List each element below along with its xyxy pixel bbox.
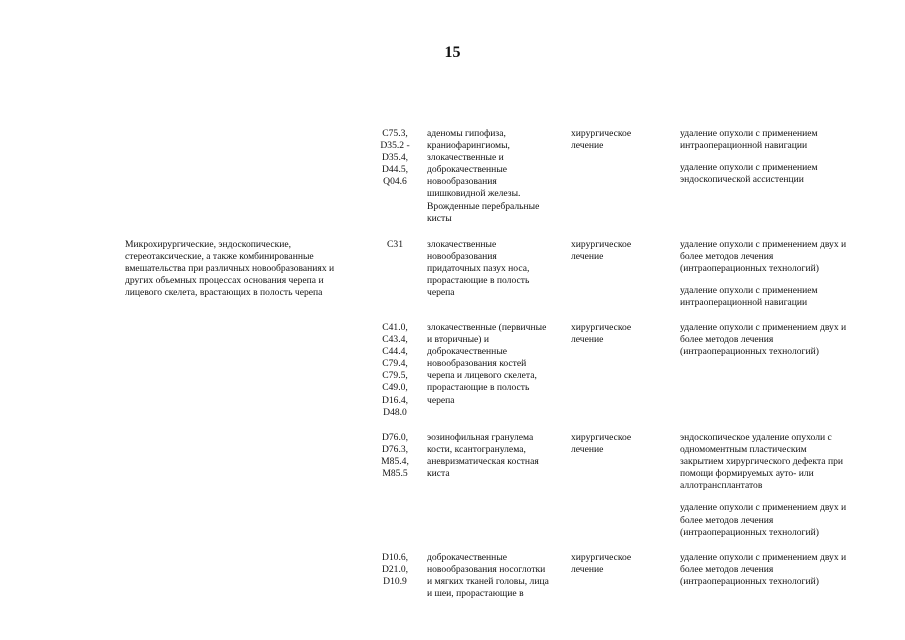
text-line: D35.4, bbox=[381, 152, 409, 164]
method-item bbox=[680, 239, 846, 275]
text-line: доброкачественные bbox=[427, 346, 508, 358]
text-line: злокачественные bbox=[427, 239, 497, 250]
text-line: и мягких тканей головы, лица bbox=[427, 576, 549, 588]
text-line: лечение bbox=[571, 251, 604, 263]
treatment-methods bbox=[680, 552, 846, 588]
text-line: Q04.6 bbox=[383, 176, 407, 188]
text-line: D10.6, bbox=[381, 552, 409, 563]
icd-codes bbox=[378, 552, 412, 588]
text-line: и шеи, прорастающие в bbox=[427, 588, 524, 600]
text-line: более методов лечения bbox=[680, 251, 774, 263]
text-line: M85.4, bbox=[381, 456, 409, 468]
text-line: удаление опухоли с применением bbox=[680, 128, 818, 139]
text-line: аневризматическая костная bbox=[427, 456, 539, 468]
method-item bbox=[680, 432, 846, 492]
text-line: стереотаксические, а также комбинированные bbox=[125, 251, 314, 263]
text-line: новообразования bbox=[427, 176, 497, 188]
text-line: лечение bbox=[571, 564, 604, 576]
text-line: удаление опухоли с применением двух и bbox=[680, 552, 847, 563]
text-line: новообразования костей bbox=[427, 358, 527, 370]
treatment-methods bbox=[680, 322, 846, 358]
treatment-methods bbox=[680, 128, 818, 186]
text-line: интраоперационной навигации bbox=[680, 140, 808, 152]
text-line: Микрохирургические, эндоскопические, bbox=[125, 239, 292, 250]
text-line: D76.3, bbox=[381, 444, 409, 456]
icd-codes bbox=[378, 239, 412, 251]
text-line: удаление опухоли с применением двух и bbox=[680, 502, 847, 514]
text-line: удаление опухоли с применением bbox=[680, 162, 818, 174]
text-line: D48.0 bbox=[383, 406, 407, 418]
text-line: D44.5, bbox=[381, 164, 409, 176]
text-line: (интраоперационных технологий) bbox=[680, 526, 819, 538]
method-item bbox=[680, 502, 846, 538]
text-line: хирургическое bbox=[571, 128, 632, 139]
icd-codes bbox=[378, 432, 412, 480]
text-line: хирургическое bbox=[571, 432, 632, 443]
page-number: 15 bbox=[444, 44, 461, 61]
text-line: эндоскопической ассистенции bbox=[680, 174, 804, 186]
text-line: (интраоперационных технологий) bbox=[680, 576, 819, 588]
text-line: и вторичные) и bbox=[427, 334, 490, 346]
method-item bbox=[680, 128, 818, 152]
text-line: (интраоперационных технологий) bbox=[680, 346, 819, 358]
text-line: эозинофильная гранулема bbox=[427, 432, 534, 443]
text-line: доброкачественные bbox=[427, 552, 508, 563]
text-line: Врожденные перебральные bbox=[427, 200, 540, 212]
text-line: краниофарингиомы, bbox=[427, 140, 510, 152]
method-item bbox=[680, 285, 846, 309]
treatment-methods bbox=[680, 432, 846, 539]
text-line: аденомы гипофиза, bbox=[427, 128, 506, 139]
text-line: D16.4, bbox=[381, 394, 409, 406]
intervention-description bbox=[125, 239, 334, 299]
disease-model bbox=[427, 239, 529, 299]
text-line: лечение bbox=[571, 334, 604, 346]
text-line: D76.0, bbox=[381, 432, 409, 443]
text-line: более методов лечения bbox=[680, 564, 774, 576]
text-line: хирургическое bbox=[571, 322, 632, 333]
icd-codes bbox=[378, 322, 412, 419]
text-line: шишковидной железы. bbox=[427, 188, 521, 200]
text-line: черепа bbox=[427, 394, 455, 406]
text-line: закрытием хирургического дефекта при bbox=[680, 456, 844, 468]
text-line: хирургическое bbox=[571, 239, 632, 250]
text-line: доброкачественные bbox=[427, 164, 508, 176]
disease-model bbox=[427, 128, 539, 225]
text-line: злокачественные (первичные bbox=[427, 322, 547, 333]
text-line: придаточных пазух носа, bbox=[427, 263, 530, 275]
treatment-type bbox=[571, 322, 631, 346]
text-line: хирургическое bbox=[571, 552, 632, 563]
text-line: D21.0, bbox=[381, 564, 409, 576]
method-item bbox=[680, 162, 818, 186]
text-line: удаление опухоли с применением двух и bbox=[680, 239, 847, 250]
text-line: D35.2 - bbox=[380, 140, 410, 152]
text-line: новообразования носоглотки bbox=[427, 564, 546, 576]
treatment-type bbox=[571, 239, 631, 263]
text-line: удаление опухоли с применением bbox=[680, 285, 818, 297]
text-line: лечение bbox=[571, 140, 604, 152]
text-line: вмешательства при различных новообразованиях и bbox=[125, 263, 335, 275]
disease-model bbox=[427, 432, 539, 480]
text-line: одномоментным пластическим bbox=[680, 444, 807, 456]
text-line: прорастающие в полость bbox=[427, 382, 530, 394]
text-line: злокачественные и bbox=[427, 152, 504, 164]
text-line: C79.5, bbox=[382, 370, 408, 382]
text-line: помощи формируемых ауто- или bbox=[680, 468, 814, 480]
text-line: эндоскопическое удаление опухоли с bbox=[680, 432, 832, 443]
text-line: лицевого скелета, врастающих в полость черепа bbox=[125, 287, 323, 299]
treatment-type bbox=[571, 128, 631, 152]
icd-codes bbox=[378, 128, 412, 188]
text-line: прорастающие в полость bbox=[427, 275, 530, 287]
text-line: киста bbox=[427, 468, 450, 480]
text-line: более методов лечения bbox=[680, 334, 774, 346]
text-line: черепа и лицевого скелета, bbox=[427, 370, 537, 382]
text-line: других объемных процессах основания черепа и bbox=[125, 275, 324, 287]
text-line: C75.3, bbox=[382, 128, 408, 139]
method-item bbox=[680, 322, 846, 358]
text-line: C79.4, bbox=[382, 358, 408, 370]
text-line: C31 bbox=[387, 239, 403, 250]
text-line: черепа bbox=[427, 287, 455, 299]
disease-model bbox=[427, 552, 549, 600]
text-line: (интраоперационных технологий) bbox=[680, 263, 819, 275]
text-line: M85.5 bbox=[382, 468, 408, 480]
text-line: интраоперационной навигации bbox=[680, 297, 808, 309]
text-line: более методов лечения bbox=[680, 514, 774, 526]
text-line: C41.0, bbox=[382, 322, 408, 333]
text-line: удаление опухоли с применением двух и bbox=[680, 322, 847, 333]
text-line: C43.4, bbox=[382, 334, 408, 346]
text-line: аллотрансплантатов bbox=[680, 480, 763, 492]
text-line: C49.0, bbox=[382, 382, 408, 394]
text-line: лечение bbox=[571, 444, 604, 456]
text-line: D10.9 bbox=[383, 576, 407, 588]
disease-model bbox=[427, 322, 546, 407]
text-line: кости, ксантогранулема, bbox=[427, 444, 526, 456]
treatment-type bbox=[571, 432, 631, 456]
text-line: C44.4, bbox=[382, 346, 408, 358]
treatment-type bbox=[571, 552, 631, 576]
treatment-methods bbox=[680, 239, 846, 309]
text-line: кисты bbox=[427, 212, 452, 224]
text-line: новообразования bbox=[427, 251, 497, 263]
method-item bbox=[680, 552, 846, 588]
